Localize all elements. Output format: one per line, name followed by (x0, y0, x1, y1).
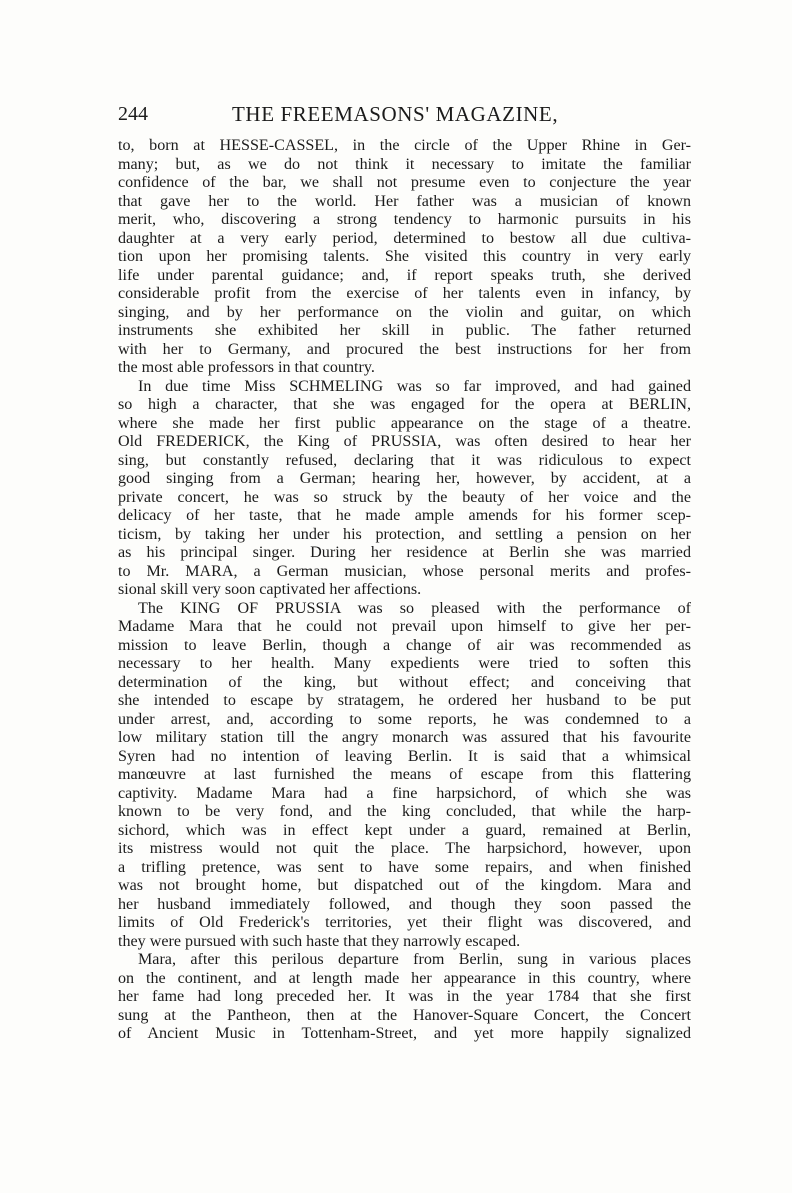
text-line: Mara, after this perilous departure from Berlin, sung in various places (138, 951, 691, 968)
text-line: tion upon her promising talents. She visited this country in very early (118, 248, 691, 265)
text-line: necessary to her health. Many expedients were tried to soften this (118, 655, 691, 672)
text-line: was not brought home, but dispatched out of the kingdom. Mara and (118, 877, 691, 894)
text-line: sung at the Pantheon, then at the Hanover-Square Concert, the Concert (118, 1006, 691, 1024)
text-line: to, born at HESSE-CASSEL, in the circle of the Upper Rhine in Ger- (118, 137, 691, 154)
text-line: manœuvre at last furnished the means of escape from this flattering (118, 766, 691, 783)
text-line: life under parental guidance; and, if report speaks truth, she derived (118, 266, 691, 284)
text-line: of Ancient Music in Tottenham-Street, and yet more happily signalized (118, 1025, 691, 1042)
text-line: limits of Old Frederick's territories, yet their flight was discovered, and (118, 914, 691, 931)
text-line: where she made her first public appearance on the stage of a theatre. (118, 414, 691, 432)
body-text (118, 137, 691, 1044)
text-line: singing, and by her performance on the violin and guitar, on which (118, 303, 691, 321)
text-line: Syren had no intention of leaving Berlin. It is said that a whimsical (118, 747, 691, 765)
text-line: good singing from a German; hearing her, however, by accident, at a (118, 470, 691, 487)
text-line: merit, who, discovering a strong tendency to harmonic pursuits in his (118, 211, 691, 228)
text-line: they were pursued with such haste that they narrowly escaped. (118, 932, 521, 950)
text-line: under arrest, and, according to some reports, he was condemned to a (118, 710, 691, 728)
text-line: ticism, by taking her under his protection, and settling a pension on her (118, 525, 691, 543)
text-line: on the continent, and at length made her appearance in this country, where (118, 969, 691, 987)
text-line: delicacy of her taste, that he made ample amends for his former scep- (118, 507, 691, 524)
text-line: sional skill very soon captivated her affections. (118, 581, 422, 598)
text-line: determination of the king, but without effect; and conceiving that (118, 673, 691, 691)
text-line: sichord, which was in effect kept under a guard, remained at Berlin, (118, 821, 691, 839)
text-line: confidence of the bar, we shall not presume even to conjecture the year (118, 174, 691, 191)
text-line: many; but, as we do not think it necessary to imitate the familiar (118, 155, 691, 173)
text-line: The KING OF PRUSSIA was so pleased with the performance of (138, 599, 691, 617)
text-line: her husband immediately followed, and though they soon passed the (118, 895, 691, 913)
text-line: a trifling pretence, was sent to have some repairs, and when finished (118, 858, 691, 876)
text-line: her fame had long preceded her. It was in the year 1784 that she first (118, 988, 691, 1005)
text-line: its mistress would not quit the place. The harpsichord, however, upon (118, 840, 691, 857)
text-line: the most able professors in that country. (118, 359, 375, 376)
text-line: that gave her to the world. Her father was a musician of known (118, 192, 691, 210)
text-line: known to be very fond, and the king concluded, that while the harp- (118, 803, 691, 820)
page-header (118, 100, 691, 132)
text-line: so high a character, that she was engaged for the opera at BERLIN, (118, 396, 691, 413)
text-line: daughter at a very early period, determined to bestow all due cultiva- (118, 229, 691, 247)
text-line: In due time Miss SCHMELING was so far improved, and had gained (138, 377, 691, 395)
text-line: captivity. Madame Mara had a fine harpsichord, of which she was (118, 784, 691, 802)
text-line: low military station till the angry monarch was assured that his favourite (118, 729, 691, 746)
text-line: instruments she exhibited her skill in public. The father returned (118, 322, 691, 339)
text-line: as his principal singer. During her residence at Berlin she was married (118, 544, 691, 561)
page-number: 244 (118, 103, 148, 125)
running-title: THE FREEMASONS' MAGAZINE, (232, 102, 559, 126)
text-line: sing, but constantly refused, declaring that it was ridiculous to expect (118, 451, 691, 469)
text-line: to Mr. MARA, a German musician, whose personal merits and profes- (118, 562, 691, 580)
text-line: Old FREDERICK, the King of PRUSSIA, was often desired to hear her (118, 433, 691, 450)
text-line: she intended to escape by stratagem, he ordered her husband to be put (118, 692, 691, 709)
text-line: private concert, he was so struck by the beauty of her voice and the (118, 488, 691, 506)
text-line: Madame Mara that he could not prevail upon himself to give her per- (118, 618, 691, 635)
text-line: mission to leave Berlin, though a change of air was recommended as (118, 636, 691, 654)
text-line: considerable profit from the exercise of her talents even in infancy, by (118, 285, 691, 302)
text-line: with her to Germany, and procured the best instructions for her from (118, 340, 691, 358)
